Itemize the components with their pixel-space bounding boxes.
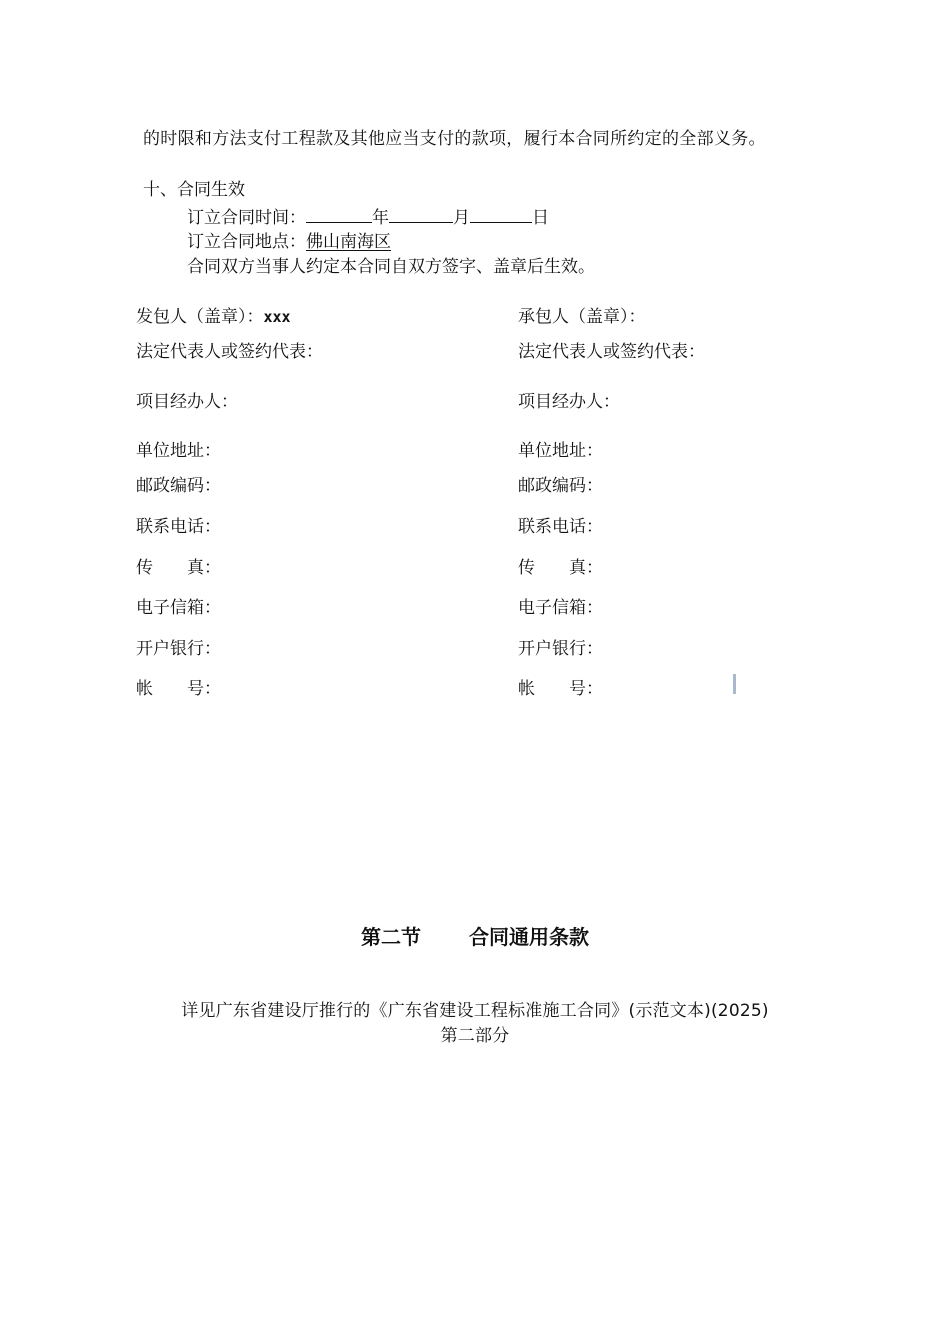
employer-postcode-label: 邮政编码：	[136, 476, 221, 496]
employer-account-label: 帐 号：	[136, 679, 221, 699]
intro-paragraph: 的时限和方法支付工程款及其他应当支付的款项，履行本合同所约定的全部义务。	[143, 129, 766, 149]
section-two-heading: 合同通用条款	[469, 925, 589, 949]
reference-line-2: 第二部分	[440, 1026, 510, 1046]
employer-seal-line	[136, 305, 291, 329]
employer-rep-label: 法定代表人或签约代表：	[136, 342, 323, 362]
employer-address-label: 单位地址：	[136, 441, 221, 461]
contractor-email-label: 电子信箱：	[518, 598, 603, 618]
sign-place-value: 佛山南海区	[306, 232, 391, 252]
text-cursor-mark	[733, 674, 736, 694]
year-blank[interactable]	[306, 204, 372, 223]
month-blank[interactable]	[389, 204, 453, 223]
employer-bank-label: 开户银行：	[136, 639, 221, 659]
year-char: 年	[372, 208, 389, 228]
contractor-account-label: 帐 号：	[518, 679, 603, 699]
sign-time-line	[187, 204, 549, 230]
section-ten-heading: 十、合同生效	[143, 180, 245, 200]
sign-place-line	[187, 230, 391, 254]
section-two-reference	[143, 999, 807, 1049]
employer-seal-label: 发包人（盖章）：	[136, 307, 264, 327]
sign-place-label: 订立合同地点：	[187, 232, 306, 252]
reference-line-1	[143, 999, 807, 1024]
employer-manager-label: 项目经办人：	[136, 392, 238, 412]
employer-fax-label: 传 真：	[136, 558, 221, 578]
contractor-bank-label: 开户银行：	[518, 639, 603, 659]
contractor-postcode-label: 邮政编码：	[518, 476, 603, 496]
month-char: 月	[453, 208, 470, 228]
reference-part-1: 详见广东省建设厅推行的《广东省建设工程标准施工合同》	[181, 1001, 629, 1021]
contractor-rep-label: 法定代表人或签约代表：	[518, 342, 705, 362]
day-blank[interactable]	[470, 204, 532, 223]
contractor-phone-label: 联系电话：	[518, 517, 603, 537]
section-two-number: 第二节	[361, 925, 421, 949]
reference-part-2: (示范文本)(2025)	[628, 1001, 769, 1021]
contractor-fax-label: 传 真：	[518, 558, 603, 578]
employer-phone-label: 联系电话：	[136, 517, 221, 537]
contractor-manager-label: 项目经办人：	[518, 392, 620, 412]
employer-seal-value: xxx	[263, 308, 291, 326]
employer-email-label: 电子信箱：	[136, 598, 221, 618]
sign-time-label: 订立合同时间：	[187, 208, 306, 228]
contractor-address-label: 单位地址：	[518, 441, 603, 461]
section-two-title	[0, 923, 950, 951]
contractor-seal-label: 承包人（盖章）：	[518, 307, 646, 327]
effect-statement: 合同双方当事人约定本合同自双方签字、盖章后生效。	[187, 257, 595, 277]
day-char: 日	[532, 208, 549, 228]
